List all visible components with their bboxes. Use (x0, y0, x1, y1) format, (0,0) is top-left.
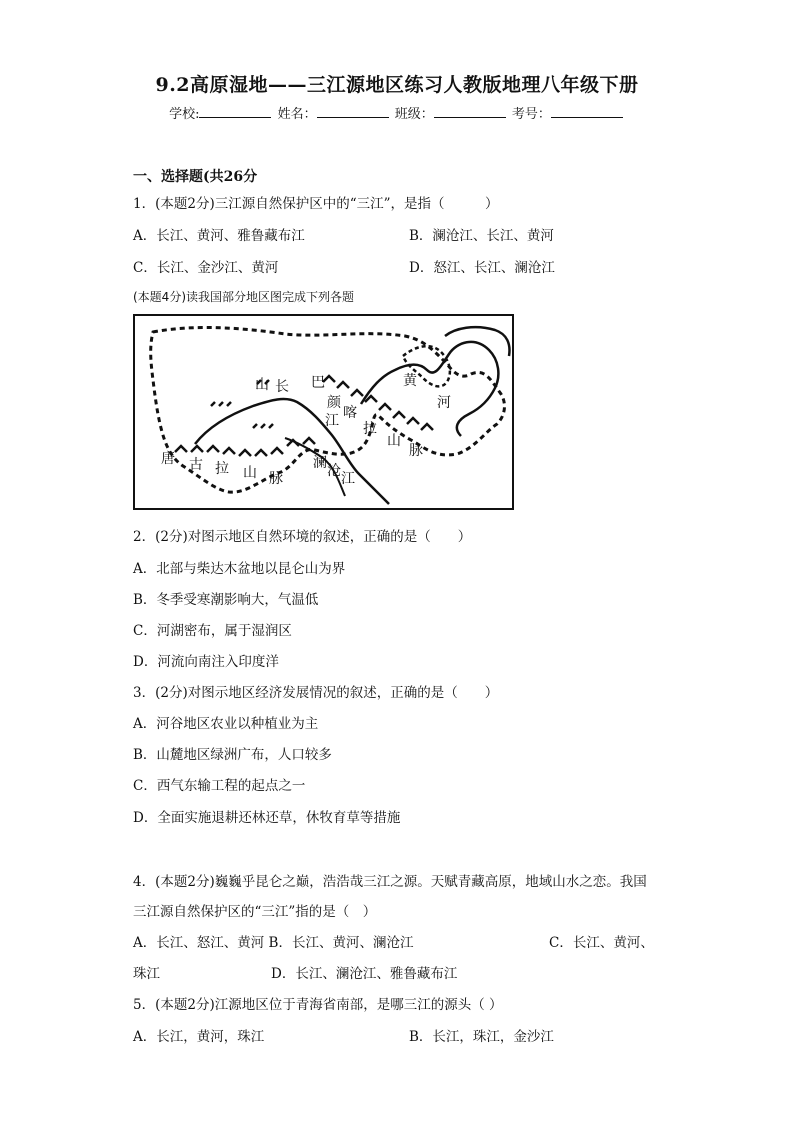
map-label: 拉 (363, 421, 377, 437)
q5-option-b: B．长江，珠江，金沙江 (409, 1029, 554, 1045)
school-label: 学校: (169, 107, 200, 122)
group-note: (本题4分)读我国部分地区图完成下列各题 (133, 290, 354, 304)
exam-number-label: 考号： (511, 107, 551, 122)
map-label: 颜 (327, 395, 341, 411)
q3-option-a: A．河谷地区农业以种植业为主 (133, 716, 319, 732)
q2-option-c: C．河湖密布，属于湿润区 (133, 623, 292, 639)
name-label: 姓名： (277, 107, 317, 122)
map-label: 脉 (409, 443, 423, 459)
map-label: 山 (387, 433, 401, 449)
q2-option-a: A．北部与柴达木盆地以昆仑山为界 (133, 561, 346, 577)
map-label: 长 (275, 379, 289, 395)
q3-option-d: D．全面实施退耕还林还草，休牧育草等措施 (133, 810, 401, 826)
map-label: 喀 (343, 405, 357, 421)
exam-number-blank (551, 105, 623, 118)
page-title: 9.2高原湿地——三江源地区练习人教版地理八年级下册 (155, 74, 639, 96)
q3-option-b: B．山麓地区绿洲广布，人口较多 (133, 747, 332, 763)
map-label: 江 (325, 413, 339, 429)
map-label: 巴 (311, 375, 325, 391)
q4-stem: 4．(本题2分)巍巍乎昆仑之巅，浩浩哉三江之源。天赋青藏高原，地域山水之恋。我国 (133, 874, 647, 890)
yellow-river (361, 342, 498, 436)
q4-option-d: D．长江、澜沧江、雅鲁藏布江 (271, 966, 458, 982)
map-label: 山 (255, 377, 269, 393)
q4-options-ab: A．长江、怒江、黄河 B．长江、黄河、澜沧江 (133, 935, 414, 951)
q2-option-d: D．河流向南注入印度洋 (133, 654, 279, 670)
map-label: 拉 (215, 461, 229, 477)
name-blank (317, 105, 389, 118)
school-blank (199, 105, 271, 118)
map-label: 黄 (403, 373, 417, 389)
class-blank (434, 105, 506, 118)
q1-option-d: D．怒江、长江、澜沧江 (409, 260, 555, 276)
q1-option-a: A．长江、黄河、雅鲁藏布江 (133, 228, 305, 244)
q3-option-c: C．西气东输工程的起点之一 (133, 778, 306, 794)
q1-option-c: C．长江、金沙江、黄河 (133, 260, 279, 276)
q1-option-b: B．澜沧江、长江、黄河 (409, 228, 554, 244)
q5-option-a: A．长江，黄河，珠江 (133, 1029, 265, 1045)
q4-option-c-cont: 珠江 (133, 966, 160, 982)
map-label: 唐 (161, 451, 175, 467)
map-label: 河 (437, 395, 451, 411)
q2-option-b: B．冬季受寒潮影响大，气温低 (133, 592, 319, 608)
map-label: 澜 (313, 455, 327, 471)
map-label: 脉 (269, 471, 283, 487)
q4-option-c: C．长江、黄河、 (549, 935, 654, 951)
class-label: 班级： (394, 107, 434, 122)
section-heading: 一、选择题(共26分 (133, 169, 258, 185)
q1-stem: 1．(本题2分)三江源自然保护区中的“三江”，是指（ ） (133, 196, 499, 212)
region-map (133, 314, 514, 510)
tanggula-mountains (175, 438, 315, 456)
student-info-line (0, 103, 794, 122)
q2-stem: 2．(2分)对图示地区自然环境的叙述，正确的是（ ） (133, 529, 472, 545)
map-drawing (135, 316, 512, 508)
q4-stem-cont: 三江源自然保护区的“三江”指的是（ ） (133, 904, 377, 920)
q5-stem: 5．(本题2分)江源地区位于青海省南部，是哪三江的源头（ ） (133, 997, 503, 1013)
map-label: 古 (189, 457, 203, 473)
map-label: 江 (341, 471, 355, 487)
map-label: 山 (243, 465, 257, 481)
map-label: 沧 (327, 463, 341, 479)
q3-stem: 3．(2分)对图示地区经济发展情况的叙述，正确的是（ ） (133, 685, 499, 701)
